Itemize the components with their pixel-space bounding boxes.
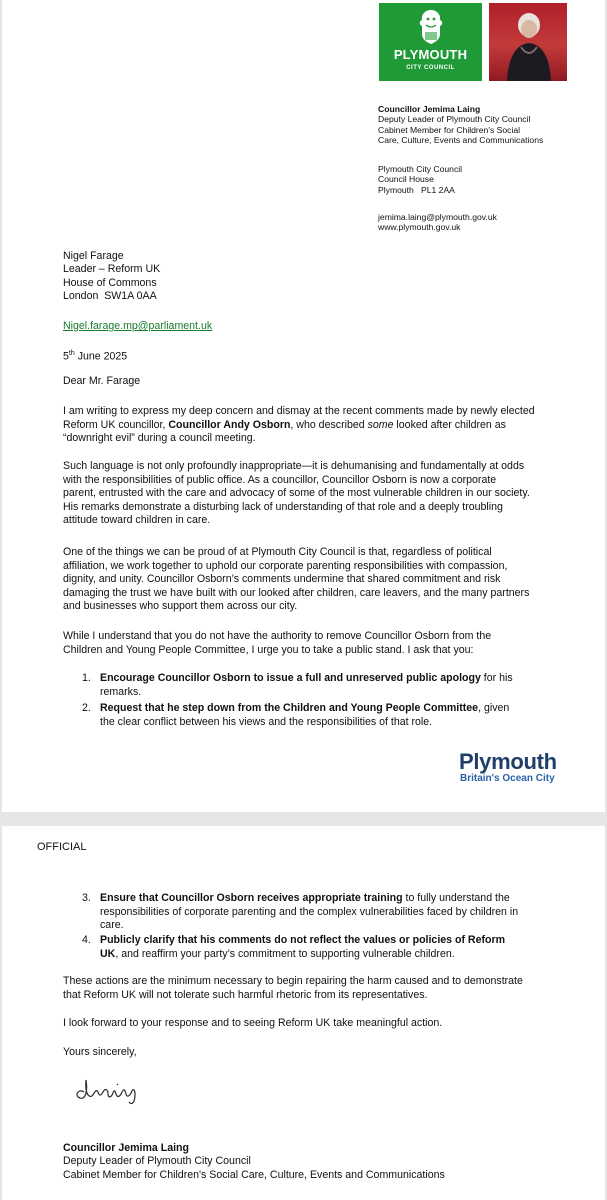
paragraph-5: These actions are the minimum necessary to begin repairing the harm caused and to demonstrate that Reform UK will not tolerate such harmful rhetoric from its representatives.	[63, 975, 523, 1001]
recipient-city: London SW1A 0AA	[63, 290, 157, 303]
council-city: Plymouth PL1 2AA	[378, 184, 455, 195]
recipient-email-link[interactable]: Nigel.farage.mp@parliament.uk	[63, 320, 213, 332]
council-building: Council House	[378, 174, 434, 185]
closing: Yours sincerely,	[63, 1046, 137, 1058]
councillor-portrait-photo	[489, 3, 567, 81]
sender-email[interactable]: jemima.laing@plymouth.gov.uk	[378, 212, 497, 222]
letter-page-1: PLYMOUTH CITY COUNCIL Councillor Jemima Laing Deputy Leader of Plymouth City Council Cabinet Member for Children's Social Care, Culture, Events and Communications Plymouth City Council Council House Plymouth PL1 2AA jemima.laing@plymouth.gov.uk www.plymouth.gov.uk Nigel Farage Leader – Reform UK House of Commons London SW1A 0AA Nigel.farage.mp@parliament.uk 5th June 2025 Dear Mr. Farage I am writing to express my deep concern and dismay at the recent comments made by newly elected Reform UK councillor, Councillor Andy Osborn, who described some looked after children as “downright evil” during a council meeting. Such language is not only profoundly inappropriate—it is dehumanising and fundamentally at odds with the responsibilities of public office. As a councillor, Councillor Osborn is now a corporate parent, entrusted with the care and advocacy of some of the most vulnerable children in our society. His remarks demonstrate a disturbing lack of understanding of that role and a deeply troubling attitude toward children in care. One of the things we can be proud of at Plymouth City Council is that, regardless of political affiliation, we work together to uphold our corporate parenting responsibilities with compassion, dignity, and unity. Councillor Osborn’s comments undermine that shared commitment and risk damaging the trust we have built with our looked after children, care leavers, and the many partners and businesses who support them across our city. While I understand that you do not have the authority to remove Councillor Osborn from the Children and Young People Committee, I urge you to take a public stand. I ask that you: 1. Encourage Councillor Osborn to issue a full and unreserved public apology for his remarks. 2. Request that he step down from the Children and Young People Committee, given the clear conflict between his views and the responsibilities of that role. Plymouth Britain's Ocean City	[2, 0, 605, 812]
sender-name: Councillor Jemima Laing	[378, 104, 481, 114]
salutation: Dear Mr. Farage	[63, 375, 141, 387]
sender-website[interactable]: www.plymouth.gov.uk	[378, 222, 461, 233]
sender-role: Deputy Leader of Plymouth City Council	[378, 114, 531, 125]
recipient-address	[63, 250, 160, 304]
highlighted-name: Councillor Andy Osborn	[168, 418, 291, 431]
lion-crest-icon	[416, 8, 446, 46]
plymouth-brand-wordmark: Plymouth	[459, 749, 557, 774]
handwritten-signature	[70, 1070, 185, 1106]
recipient-title: Leader – Reform UK	[63, 263, 161, 276]
sender-role-line: Cabinet Member for Children's Social	[378, 124, 521, 135]
paragraph-6: I look forward to your response and to seeing Reform UK take meaningful action.	[63, 1017, 443, 1029]
plymouth-city-council-logo	[379, 3, 482, 81]
recipient-email-line	[63, 320, 212, 333]
signoff-block	[63, 1142, 445, 1182]
recipient-name: Nigel Farage	[63, 250, 124, 262]
logo-name: PLYMOUTH	[393, 47, 468, 62]
signoff-role: Deputy Leader of Plymouth City Council	[63, 1155, 251, 1168]
paragraph-2: Such language is not only profoundly inappropriate—it is dehumanising and fundamentally at odds with the responsibilities of public office. As a councillor, Councillor Osborn is now a corporate parent, entrusted with the care and advocacy of some of the most vulnerable children in our society. His remarks demonstrate a disturbing lack of understanding of that role and a deeply troubling attitude toward children in care.	[63, 460, 530, 527]
sender-address-block	[378, 104, 543, 146]
signoff-role: Cabinet Member for Children's Social Care, Culture, Events and Communications	[63, 1168, 445, 1181]
paragraph-3: One of the things we can be proud of at Plymouth City Council is that, regardless of political affiliation, we work together to uphold our corporate parenting responsibilities with compassion, dignity, and unity. Councillor Osborn’s comments undermine that shared commitment and risk damaging the trust we have built with our looked after children, care leavers, and the many partners and businesses who support them across our city.	[63, 546, 530, 613]
letter-page-2: OFFICIAL 3. Ensure that Councillor Osborn receives appropriate training to fully understand the responsibilities of corporate parenting and the complex vulnerabilities faced by children in care. 4. Publicly clarify that his comments do not reflect the values or policies of Reform UK, and reaffirm your party’s commitment to supporting vulnerable children. These actions are the minimum necessary to begin repairing the harm caused and to demonstrate that Reform UK will not tolerate such harmful rhetoric from its representatives. I look forward to your response and to seeing Reform UK take meaningful action. Yours sincerely, Councillor Jemima Laing Deputy Leader of Plymouth City Council Cabinet Member for Children's Social Care, Culture, Events and Communications	[2, 826, 605, 1200]
council-org: Plymouth City Council	[378, 164, 463, 174]
paragraph-1: I am writing to express my deep concern and dismay at the recent comments made by newly elected Reform UK councillor, Councillor Andy Osborn, who described some looked after children as “downright evil” during a council meeting.	[63, 405, 535, 445]
council-address	[378, 164, 462, 195]
brand-tagline: Britain's Ocean City	[460, 773, 555, 784]
official-label: OFFICIAL	[37, 841, 87, 853]
sender-contact	[378, 212, 497, 233]
letter-date: 5th June 2025	[63, 350, 128, 363]
paragraph-4: While I understand that you do not have the authority to remove Councillor Osborn from the Children and Young People Committee, I urge you to take a public stand. I ask that you:	[63, 630, 492, 656]
recipient-org: House of Commons	[63, 276, 157, 289]
sender-role-line: Care, Culture, Events and Communications	[378, 135, 544, 146]
signoff-name: Councillor Jemima Laing	[63, 1142, 189, 1154]
logo-subtitle: CITY COUNCIL	[406, 65, 455, 71]
